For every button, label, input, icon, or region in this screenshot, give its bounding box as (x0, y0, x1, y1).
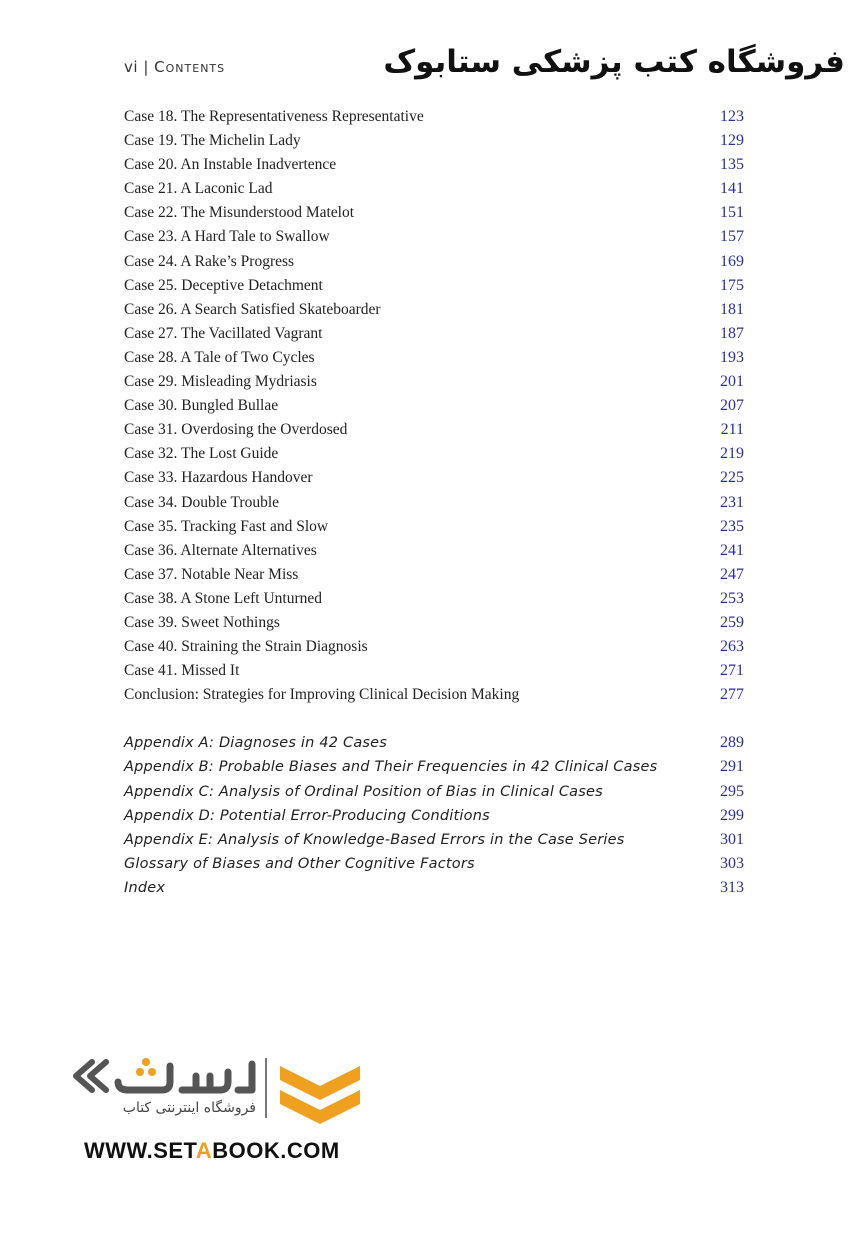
toc-entry[interactable] (124, 755, 744, 779)
toc-entry-title: Case 26. A Search Satisfied Skateboarder (124, 300, 381, 318)
toc-entry-page[interactable]: 277 (720, 686, 744, 704)
toc-entry-title: Case 22. The Misunderstood Matelot (124, 204, 355, 222)
toc-entry[interactable] (124, 442, 744, 466)
toc-entry-page[interactable]: 235 (720, 517, 744, 535)
toc-entry-page[interactable]: 141 (720, 180, 744, 198)
toc-spacer (124, 707, 744, 731)
toc-entry-page[interactable]: 225 (720, 469, 744, 487)
toc-entry-page[interactable]: 123 (720, 108, 744, 125)
url-accent: A (195, 1138, 213, 1163)
header-separator: | (143, 58, 149, 76)
toc-entry-title: Case 33. Hazardous Handover (124, 469, 313, 487)
toc-entry[interactable] (124, 876, 744, 900)
toc-entry[interactable] (124, 515, 744, 539)
toc-entry-page[interactable]: 175 (720, 276, 744, 294)
toc-entry-title: Case 39. Sweet Nothings (124, 613, 280, 631)
toc-entry-title: Case 19. The Michelin Lady (124, 132, 301, 150)
toc-entry-page[interactable]: 313 (720, 878, 744, 896)
toc-entry-title: Case 28. A Tale of Two Cycles (124, 348, 315, 366)
chevron-icon (76, 1062, 106, 1090)
toc-entry[interactable] (124, 394, 744, 418)
section-title: Contents (154, 58, 226, 76)
toc-entry-page[interactable]: 207 (720, 397, 744, 415)
toc-entry[interactable] (124, 828, 744, 852)
toc-entry-title: Case 37. Notable Near Miss (124, 565, 299, 583)
toc-entry-title: Appendix C: Analysis of Ordinal Position of Bias in Clinical Cases (124, 783, 603, 800)
toc-entry[interactable] (124, 683, 744, 707)
toc-entry-title: Case 27. The Vacillated Vagrant (124, 324, 323, 342)
logo-tagline: فروشگاه اینترنتی کتاب (122, 1100, 256, 1116)
toc-entry-page[interactable]: 301 (720, 830, 744, 848)
table-of-contents (124, 105, 744, 900)
toc-entry-title: Case 31. Overdosing the Overdosed (124, 421, 348, 439)
toc-entry-title: Case 36. Alternate Alternatives (124, 541, 317, 559)
toc-entry[interactable] (124, 177, 744, 201)
toc-entry-title: Appendix D: Potential Error-Producing Conditions (124, 807, 490, 824)
logo-url (84, 1138, 340, 1164)
toc-entry[interactable] (124, 129, 744, 153)
wordmark-icon (118, 1064, 252, 1090)
toc-entry-title: Appendix A: Diagnoses in 42 Cases (124, 735, 388, 752)
toc-entry-title: Case 32. The Lost Guide (124, 445, 279, 463)
toc-entry-title: Appendix E: Analysis of Knowledge-Based Errors in the Case Series (124, 831, 625, 848)
toc-entry-page[interactable]: 231 (720, 493, 744, 511)
running-header (124, 58, 225, 76)
toc-entry-title: Case 34. Double Trouble (124, 493, 279, 511)
toc-entry[interactable] (124, 274, 744, 298)
toc-entry-title: Glossary of Biases and Other Cognitive Factors (124, 855, 475, 872)
toc-entry[interactable] (124, 250, 744, 274)
toc-entry-page[interactable]: 187 (720, 324, 744, 342)
store-banner: فروشگاه کتب پزشکی ستابوک (383, 44, 845, 80)
toc-entry[interactable] (124, 298, 744, 322)
toc-entry-page[interactable]: 253 (720, 589, 744, 607)
toc-entry-page[interactable]: 157 (720, 228, 744, 246)
toc-entry-page[interactable]: 193 (720, 348, 744, 366)
toc-entry-page[interactable]: 219 (720, 445, 744, 463)
toc-entry[interactable] (124, 491, 744, 515)
toc-entry[interactable] (124, 635, 744, 659)
toc-entry-page[interactable]: 247 (720, 565, 744, 583)
toc-entry-title: Case 38. A Stone Left Unturned (124, 589, 323, 607)
toc-entry-page[interactable]: 271 (720, 662, 744, 680)
toc-entry[interactable] (124, 418, 744, 442)
toc-entry[interactable] (124, 346, 744, 370)
toc-entry[interactable] (124, 804, 744, 828)
toc-entry-title: Case 23. A Hard Tale to Swallow (124, 228, 330, 246)
toc-entry[interactable] (124, 539, 744, 563)
toc-entry-page[interactable]: 289 (720, 734, 744, 752)
toc-entry[interactable] (124, 563, 744, 587)
toc-main-list (124, 105, 744, 707)
toc-entry-page[interactable]: 211 (720, 421, 744, 439)
toc-entry-title: Case 35. Tracking Fast and Slow (124, 517, 329, 535)
toc-entry[interactable] (124, 153, 744, 177)
toc-entry-page[interactable]: 151 (720, 204, 744, 222)
page-number: vi (124, 58, 139, 76)
toc-entry[interactable] (124, 780, 744, 804)
toc-entry-title: Case 30. Bungled Bullae (124, 397, 279, 415)
toc-entry-page[interactable]: 263 (720, 638, 744, 656)
toc-entry[interactable] (124, 225, 744, 249)
toc-entry-page[interactable]: 241 (720, 541, 744, 559)
toc-entry[interactable] (124, 611, 744, 635)
dots-icon (136, 1058, 156, 1076)
toc-entry[interactable] (124, 370, 744, 394)
toc-entry-page[interactable]: 291 (720, 758, 744, 776)
toc-entry-title: Case 21. A Laconic Lad (124, 180, 273, 198)
toc-entry-page[interactable]: 299 (720, 806, 744, 824)
toc-entry-title: Case 24. A Rake’s Progress (124, 252, 295, 270)
toc-entry-title: Case 18. The Representativeness Representative (124, 108, 424, 125)
toc-entry[interactable] (124, 587, 744, 611)
toc-entry-title: Case 29. Misleading Mydriasis (124, 373, 317, 391)
book-chevron-icon (280, 1066, 360, 1124)
toc-entry[interactable] (124, 466, 744, 490)
toc-entry[interactable] (124, 105, 744, 129)
toc-entry-title: Case 20. An Instable Inadvertence (124, 156, 337, 174)
url-part1: WWW.SET (84, 1138, 196, 1163)
toc-entry-page[interactable]: 169 (720, 252, 744, 270)
toc-entry[interactable] (124, 731, 744, 755)
toc-entry-page[interactable]: 303 (720, 854, 744, 872)
toc-entry-page[interactable]: 181 (720, 300, 744, 318)
toc-appendix-list (124, 731, 744, 900)
url-part2: BOOK.COM (212, 1138, 340, 1163)
toc-entry-title: Case 41. Missed It (124, 662, 240, 680)
toc-entry[interactable] (124, 659, 744, 683)
toc-entry-page[interactable]: 135 (720, 156, 744, 174)
toc-entry-page[interactable]: 295 (720, 782, 744, 800)
toc-entry-page[interactable]: 201 (720, 373, 744, 391)
toc-entry[interactable] (124, 201, 744, 225)
toc-entry-page[interactable]: 259 (720, 613, 744, 631)
toc-entry-title: Appendix B: Probable Biases and Their Frequencies in 42 Clinical Cases (124, 759, 658, 776)
toc-entry-title: Case 40. Straining the Strain Diagnosis (124, 638, 368, 656)
toc-entry-page[interactable]: 129 (720, 132, 744, 150)
toc-entry[interactable] (124, 852, 744, 876)
toc-entry-title: Conclusion: Strategies for Improving Clinical Decision Making (124, 686, 520, 704)
toc-entry-title: Case 25. Deceptive Detachment (124, 276, 323, 294)
toc-entry[interactable] (124, 322, 744, 346)
toc-entry-title: Index (124, 879, 166, 896)
